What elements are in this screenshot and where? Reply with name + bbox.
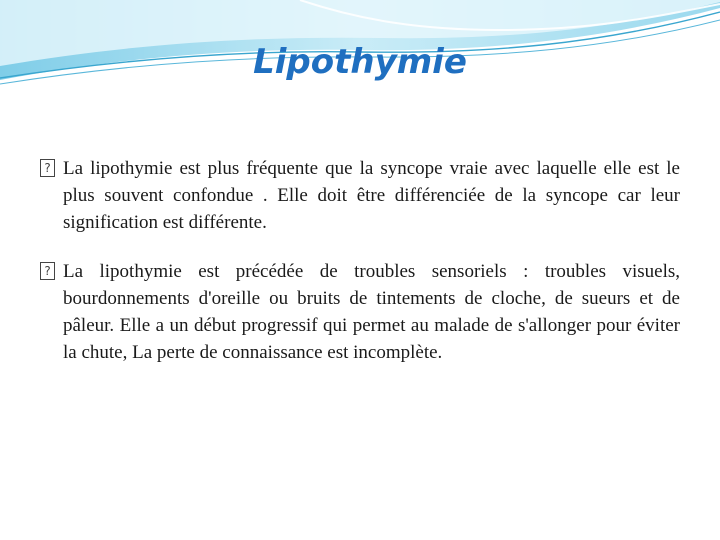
bullet-paragraph [40,258,680,366]
missing-glyph-bullet-icon: ? [40,159,55,177]
page-title: Lipothymie [253,42,467,82]
bullet-text: La lipothymie est plus fréquente que la syncope vraie avec laquelle elle est le plus souvent confondue . Elle doit être différenciée de la syncope car leur signification est différente. [63,158,680,233]
bullet-paragraph [40,155,680,236]
bullet-list [40,155,680,388]
bullet-text: La lipothymie est précédée de troubles sensoriels : troubles visuels, bourdonnements d'oreille ou bruits de tintements de cloche, de sueurs et de pâleur. Elle a un début progressif qui permet au malade de s'allonger pour éviter la chute, La perte de connaissance est incomplète. [63,261,680,363]
missing-glyph-bullet-icon: ? [40,262,55,280]
